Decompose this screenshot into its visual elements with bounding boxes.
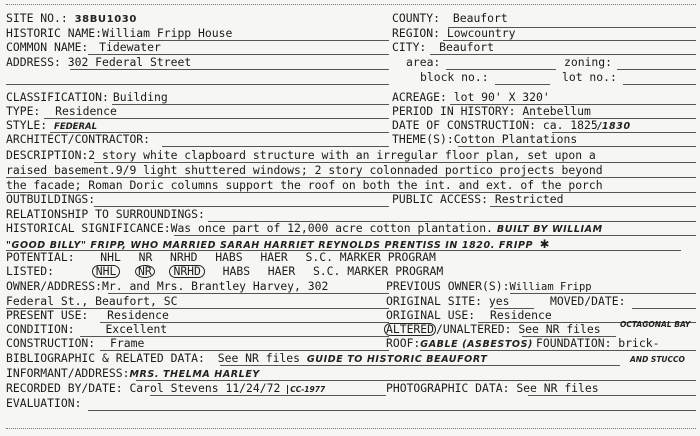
county-label: COUNTY: bbox=[392, 11, 441, 25]
city-rule bbox=[430, 54, 696, 55]
recorded-label: RECORDED BY/DATE: bbox=[6, 381, 123, 395]
historical-significance-hand2: "GOOD BILLY" FRIPP, WHO MARRIED SARAH HARRIET REYNOLDS PRENTISS IN 1820. FRIPP bbox=[6, 240, 534, 251]
owner-value2: Federal St., Beaufort, SC bbox=[6, 294, 178, 308]
themes-row bbox=[392, 133, 577, 146]
acreage-row bbox=[392, 91, 550, 104]
roof-rule bbox=[420, 350, 696, 351]
bibliographic-hand: GUIDE TO HISTORIC BEAUFORT bbox=[306, 354, 488, 365]
photographic-label: PHOTOGRAPHIC DATA: bbox=[386, 381, 510, 395]
bibliographic-label: BIBLIOGRAPHIC & RELATED DATA: bbox=[6, 351, 205, 365]
condition-row bbox=[6, 323, 167, 336]
public-access-rule bbox=[490, 206, 696, 207]
foundation-hand1: brick- bbox=[618, 336, 660, 350]
city-value: Beaufort bbox=[439, 40, 495, 54]
foundation-row bbox=[536, 337, 659, 350]
present-use-row bbox=[6, 309, 169, 322]
site-no-label: SITE NO.: bbox=[6, 11, 68, 25]
roof-row bbox=[386, 337, 533, 351]
construction-row bbox=[6, 337, 144, 350]
original-use-value: Residence bbox=[490, 308, 552, 322]
historic-name-row bbox=[6, 27, 232, 40]
common-name-label: COMMON NAME: bbox=[6, 40, 89, 54]
lot-no-row bbox=[562, 71, 617, 84]
top-border bbox=[6, 4, 696, 5]
lot-no-label: lot no.: bbox=[562, 70, 617, 84]
evaluation-label: EVALUATION: bbox=[6, 396, 82, 410]
recorded-row bbox=[6, 382, 325, 396]
roof-label: ROOF: bbox=[386, 336, 421, 350]
zoning-label: zoning: bbox=[564, 55, 613, 69]
potential-row bbox=[6, 251, 436, 264]
owner-line2-row bbox=[6, 295, 177, 308]
potential-habs: HABS bbox=[215, 250, 243, 264]
photographic-rule bbox=[528, 395, 696, 396]
common-name-row bbox=[6, 41, 161, 54]
acreage-value: lot 90' X 320' bbox=[453, 90, 550, 104]
period-label: PERIOD IN HISTORY: bbox=[392, 104, 516, 118]
region-row bbox=[392, 27, 515, 40]
informant-row bbox=[6, 367, 260, 381]
potential-nr: NR bbox=[138, 250, 153, 264]
themes-value: Cotton Plantations bbox=[453, 132, 578, 146]
listed-haer: HAER bbox=[267, 264, 296, 278]
relationship-row bbox=[6, 208, 205, 221]
moved-date-row bbox=[550, 295, 625, 308]
type-value: Residence bbox=[55, 104, 117, 118]
informant-label: INFORMANT/ADDRESS: bbox=[6, 366, 130, 380]
date-construction-label: DATE OF CONSTRUCTION: bbox=[392, 118, 537, 132]
altered-circled: ALTERED bbox=[386, 322, 435, 336]
county-row bbox=[392, 12, 508, 25]
themes-label: THEME(S): bbox=[392, 132, 454, 146]
classification-rule bbox=[112, 104, 389, 105]
altered-hand: OCTAGONAL BAY bbox=[620, 320, 691, 329]
county-value: Beaufort bbox=[452, 11, 508, 25]
period-value: Antebellum bbox=[522, 104, 591, 118]
architect-row bbox=[6, 133, 150, 146]
condition-label: CONDITION: bbox=[6, 322, 75, 336]
acreage-label: ACREAGE: bbox=[392, 90, 447, 104]
address-rule bbox=[70, 69, 389, 70]
previous-owner-label: PREVIOUS OWNER(S): bbox=[386, 279, 510, 293]
lot-no-rule bbox=[623, 84, 696, 85]
historical-significance-value: Was once part of 12,000 acre cotton plantation. bbox=[170, 221, 493, 235]
description-row bbox=[6, 149, 596, 162]
listed-nhl: NHL bbox=[92, 265, 121, 278]
classification-label: CLASSIFICATION: bbox=[6, 90, 109, 104]
present-use-label: PRESENT USE: bbox=[6, 308, 89, 322]
potential-label: POTENTIAL: bbox=[6, 250, 75, 264]
area-row bbox=[406, 56, 440, 69]
zoning-rule bbox=[617, 69, 696, 70]
period-row bbox=[392, 105, 591, 118]
evaluation-row bbox=[6, 397, 81, 410]
city-row bbox=[392, 41, 494, 54]
evaluation-rule bbox=[88, 410, 696, 411]
listed-label: LISTED: bbox=[6, 264, 55, 278]
original-site-row bbox=[386, 295, 509, 308]
public-access-label: PUBLIC ACCESS: bbox=[392, 192, 489, 206]
potential-haer: HAER bbox=[260, 250, 288, 264]
address-label: ADDRESS: bbox=[6, 55, 61, 69]
unaltered-label: /UNALTERED: bbox=[436, 322, 512, 336]
informant-hand: MRS. THELMA HARLEY bbox=[129, 369, 260, 380]
public-access-value: Restricted bbox=[494, 192, 564, 206]
listed-nr: NR bbox=[135, 265, 155, 278]
historical-significance-hand1: BUILT BY WILLIAM bbox=[496, 224, 603, 235]
moved-date-rule bbox=[632, 308, 696, 309]
listed-row bbox=[6, 265, 443, 278]
historical-significance-label: HISTORICAL SIGNIFICANCE: bbox=[6, 221, 171, 235]
block-no-label: block no.: bbox=[420, 70, 489, 84]
block-no-row bbox=[420, 71, 489, 84]
site-no-row bbox=[6, 12, 137, 26]
present-use-value: Residence bbox=[107, 308, 169, 322]
classification-row bbox=[6, 91, 168, 104]
common-name-value: Tidewater bbox=[99, 40, 161, 54]
owner-row bbox=[6, 280, 328, 293]
original-use-label: ORIGINAL USE: bbox=[386, 308, 476, 322]
architect-rule bbox=[162, 146, 389, 147]
recorded-rule bbox=[150, 395, 386, 396]
recorded-value: Carol Stevens 11/24/72 bbox=[129, 381, 281, 395]
altered-row bbox=[384, 323, 601, 336]
outbuildings-label: OUTBUILDINGS: bbox=[6, 192, 96, 206]
moved-date-label: MOVED/DATE: bbox=[550, 294, 626, 308]
public-access-row bbox=[392, 193, 563, 206]
address-row bbox=[6, 56, 191, 69]
description-line3-row bbox=[6, 179, 603, 192]
owner-value1: Mr. and Mrs. Brantley Harvey, 302 bbox=[102, 279, 329, 293]
bibliographic-rule bbox=[220, 365, 620, 366]
city-label: CITY: bbox=[392, 40, 427, 54]
asterisk-mark: ✱ bbox=[539, 234, 549, 252]
description-label: DESCRIPTION: bbox=[6, 148, 89, 162]
bottom-border bbox=[6, 428, 696, 429]
previous-owner-row bbox=[386, 280, 592, 294]
description-line3: the facade; Roman Doric columns support the roof on both the int. and ext. of the porch bbox=[6, 178, 603, 192]
original-site-label: ORIGINAL SITE: bbox=[386, 294, 483, 308]
original-site-value: yes bbox=[488, 294, 510, 308]
roof-hand: GABLE (ASBESTOS) bbox=[420, 339, 533, 350]
date-construction-hand: /1830 bbox=[597, 121, 631, 132]
listed-nrhd: NRHD bbox=[169, 265, 204, 278]
address-value: 302 Federal Street bbox=[67, 55, 192, 69]
style-label: STYLE: bbox=[6, 118, 48, 132]
relationship-label: RELATIONSHIP TO SURROUNDINGS: bbox=[6, 207, 205, 221]
zoning-row bbox=[564, 56, 612, 69]
outbuildings-row bbox=[6, 193, 95, 206]
description-line1: 2 story white clapboard structure with an irregular floor plan, set upon a bbox=[88, 148, 596, 162]
type-label: TYPE: bbox=[6, 104, 41, 118]
bibliographic-row bbox=[6, 352, 487, 366]
area-label: area: bbox=[406, 55, 441, 69]
construction-value: Frame bbox=[110, 336, 145, 350]
region-label: REGION: bbox=[392, 26, 441, 40]
foundation-label: FOUNDATION: bbox=[536, 336, 612, 350]
potential-nrhd: NRHD bbox=[170, 250, 198, 264]
historic-name-label: HISTORIC NAME: bbox=[6, 26, 103, 40]
photographic-value: See NR files bbox=[516, 381, 599, 395]
description-line2-row bbox=[6, 164, 603, 177]
architect-label: ARCHITECT/CONTRACTOR: bbox=[6, 132, 151, 146]
style-value: FEDERAL bbox=[54, 122, 98, 132]
owner-label: OWNER/ADDRESS: bbox=[6, 279, 103, 293]
previous-owner-value: William Fripp bbox=[509, 281, 592, 293]
classification-value: Building bbox=[112, 90, 168, 104]
region-value: Lowcountry bbox=[446, 26, 516, 40]
type-row bbox=[6, 105, 117, 118]
historical-significance-rule bbox=[174, 235, 696, 236]
site-no-value: 38BU1030 bbox=[74, 14, 137, 25]
bibliographic-value: See NR files bbox=[217, 351, 301, 365]
altered-value: See NR files bbox=[518, 322, 601, 336]
photographic-row bbox=[386, 382, 599, 395]
historic-name-value: William Fripp House bbox=[102, 26, 233, 40]
description-rule-3 bbox=[6, 192, 696, 193]
historical-significance-row bbox=[6, 222, 603, 236]
potential-nhl: NHL bbox=[100, 250, 121, 264]
date-construction-row bbox=[392, 119, 631, 133]
potential-sc-marker: S.C. MARKER PROGRAM bbox=[305, 250, 436, 264]
listed-sc-marker: S.C. MARKER PROGRAM bbox=[312, 264, 444, 278]
foundation-hand2: AND STUCCO bbox=[630, 355, 685, 364]
recorded-hand: CC-1977 bbox=[287, 385, 325, 394]
condition-value: Excellent bbox=[105, 322, 168, 336]
construction-label: CONSTRUCTION: bbox=[6, 336, 96, 350]
date-construction-value: ca. 1825 bbox=[542, 118, 598, 132]
address-rule-2 bbox=[6, 84, 389, 85]
listed-habs: HABS bbox=[222, 264, 251, 278]
original-use-row bbox=[386, 309, 552, 322]
block-no-rule bbox=[495, 84, 550, 85]
themes-rule bbox=[458, 146, 696, 147]
description-line2: raised basement.9/9 light shuttered windows; 2 story colonnaded portico projects beyond bbox=[6, 163, 603, 177]
